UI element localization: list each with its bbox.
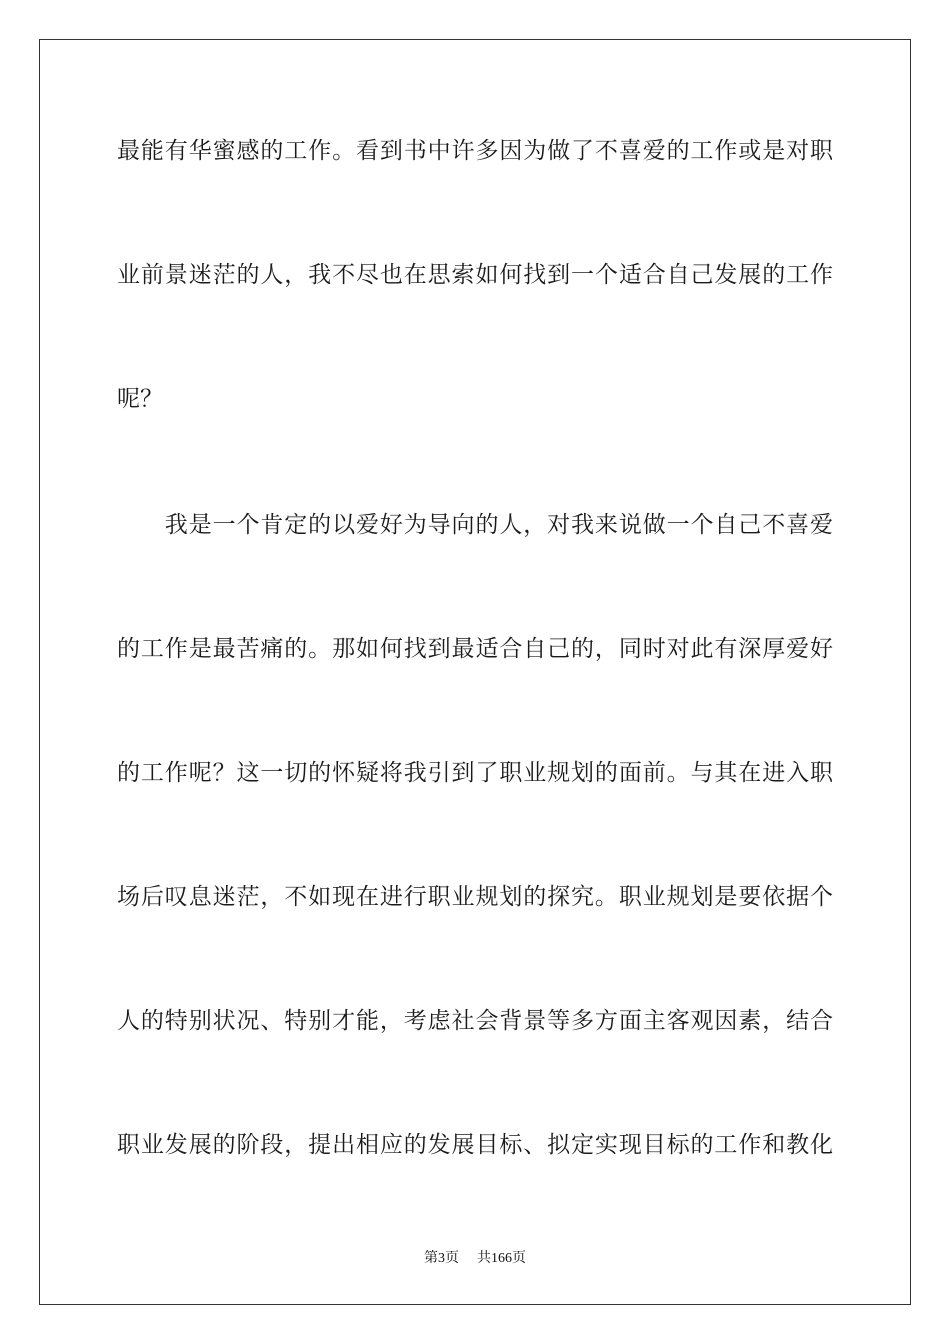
text-line: 人的特别状况、特别才能，考虑社会背景等多方面主客观因素，结合 xyxy=(117,1008,833,1034)
page-total: 共166页 xyxy=(477,1251,526,1266)
text-line: 的工作是最苦痛的。那如何找到最适合自己的，同时对此有深厚爱好 xyxy=(117,636,833,662)
text-line: 的工作呢？这一切的怀疑将我引到了职业规划的面前。与其在进入职 xyxy=(117,760,833,786)
text-line: 职业发展的阶段，提出相应的发展目标、拟定实现目标的工作和教化 xyxy=(117,1132,833,1158)
page-border xyxy=(39,39,911,1305)
text-line: 呢？ xyxy=(117,386,163,412)
text-line: 最能有华蜜感的工作。看到书中许多因为做了不喜爱的工作或是对职 xyxy=(117,138,833,164)
page-footer xyxy=(0,1247,950,1267)
page-number: 第3页 xyxy=(424,1251,459,1266)
text-line: 业前景迷茫的人，我不尽也在思索如何找到一个适合自己发展的工作 xyxy=(117,262,833,288)
text-line: 我是一个肯定的以爱好为导向的人，对我来说做一个自己不喜爱 xyxy=(117,512,833,538)
text-line: 场后叹息迷茫，不如现在进行职业规划的探究。职业规划是要依据个 xyxy=(117,884,833,910)
